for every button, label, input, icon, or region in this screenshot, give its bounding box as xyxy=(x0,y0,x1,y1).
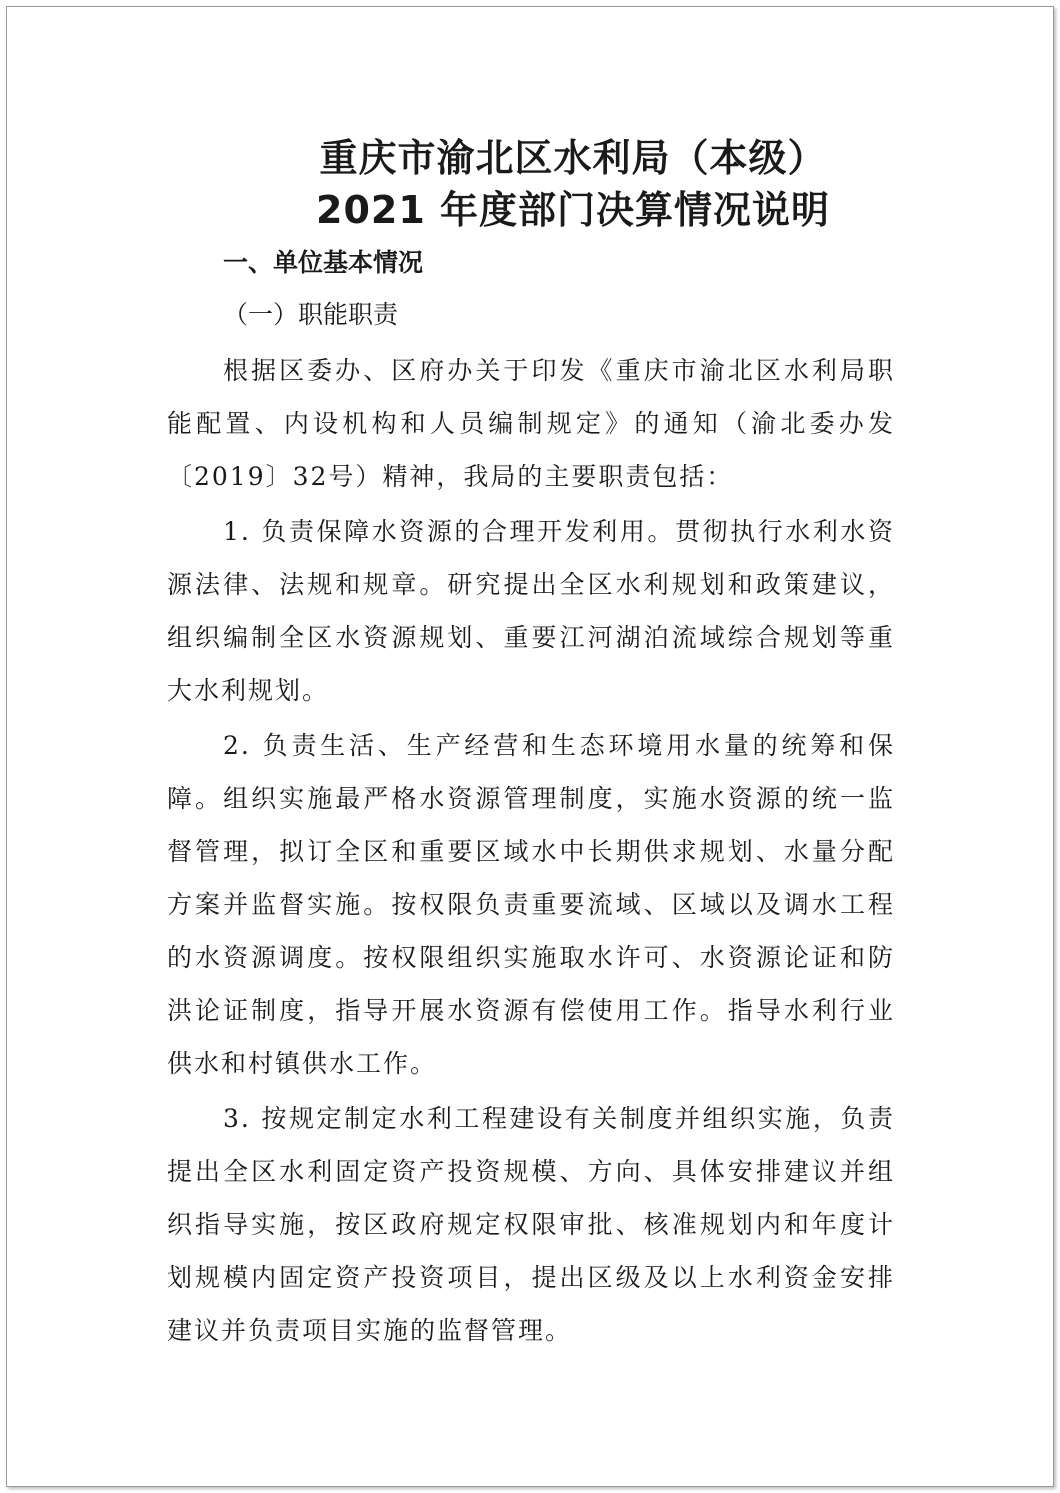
intro-paragraph: 根据区委办、区府办关于印发《重庆市渝北区水利局职能配置、内设机构和人员编制规定》的通知（渝北委办发〔2019〕32号）精神，我局的主要职责包括： xyxy=(167,356,895,491)
duty-paragraph-2: 2. 负责生活、生产经营和生态环境用水量的统筹和保障。组织实施最严格水资源管理制度，实施水资源的统一监督管理，拟订全区和重要区域水中长期供求规划、水量分配方案并监督实施。按权限负责重要流域、区域以及调水工程的水资源调度。按权限组织实施取水许可、水资源论证和防洪论证制度，指导开展水资源有偿使用工作。指导水利行业供水和村镇供水工作。 xyxy=(167,731,895,1078)
duty-paragraph-3: 3. 按规定制定水利工程建设有关制度并组织实施，负责提出全区水利固定资产投资规模、方向、具体安排建议并组织指导实施，按区政府规定权限审批、核准规划内和年度计划规模内固定资产投资项目，提出区级及以上水利资金安排建议并负责项目实施的监督管理。 xyxy=(167,1104,895,1345)
duty-paragraph-1: 1. 负责保障水资源的合理开发利用。贯彻执行水利水资源法律、法规和规章。研究提出全区水利规划和政策建议，组织编制全区水资源规划、重要江河湖泊流域综合规划等重大水利规划。 xyxy=(167,517,895,705)
document-body xyxy=(167,240,895,1359)
title-line-1: 重庆市渝北区水利局（本级） xyxy=(319,136,827,180)
title-line-2: 2021 年度部门决算情况说明 xyxy=(316,188,830,232)
document-title xyxy=(0,132,1060,236)
section-heading: 一、单位基本情况 xyxy=(223,248,424,277)
subsection-heading: （一）职能职责 xyxy=(223,300,399,329)
